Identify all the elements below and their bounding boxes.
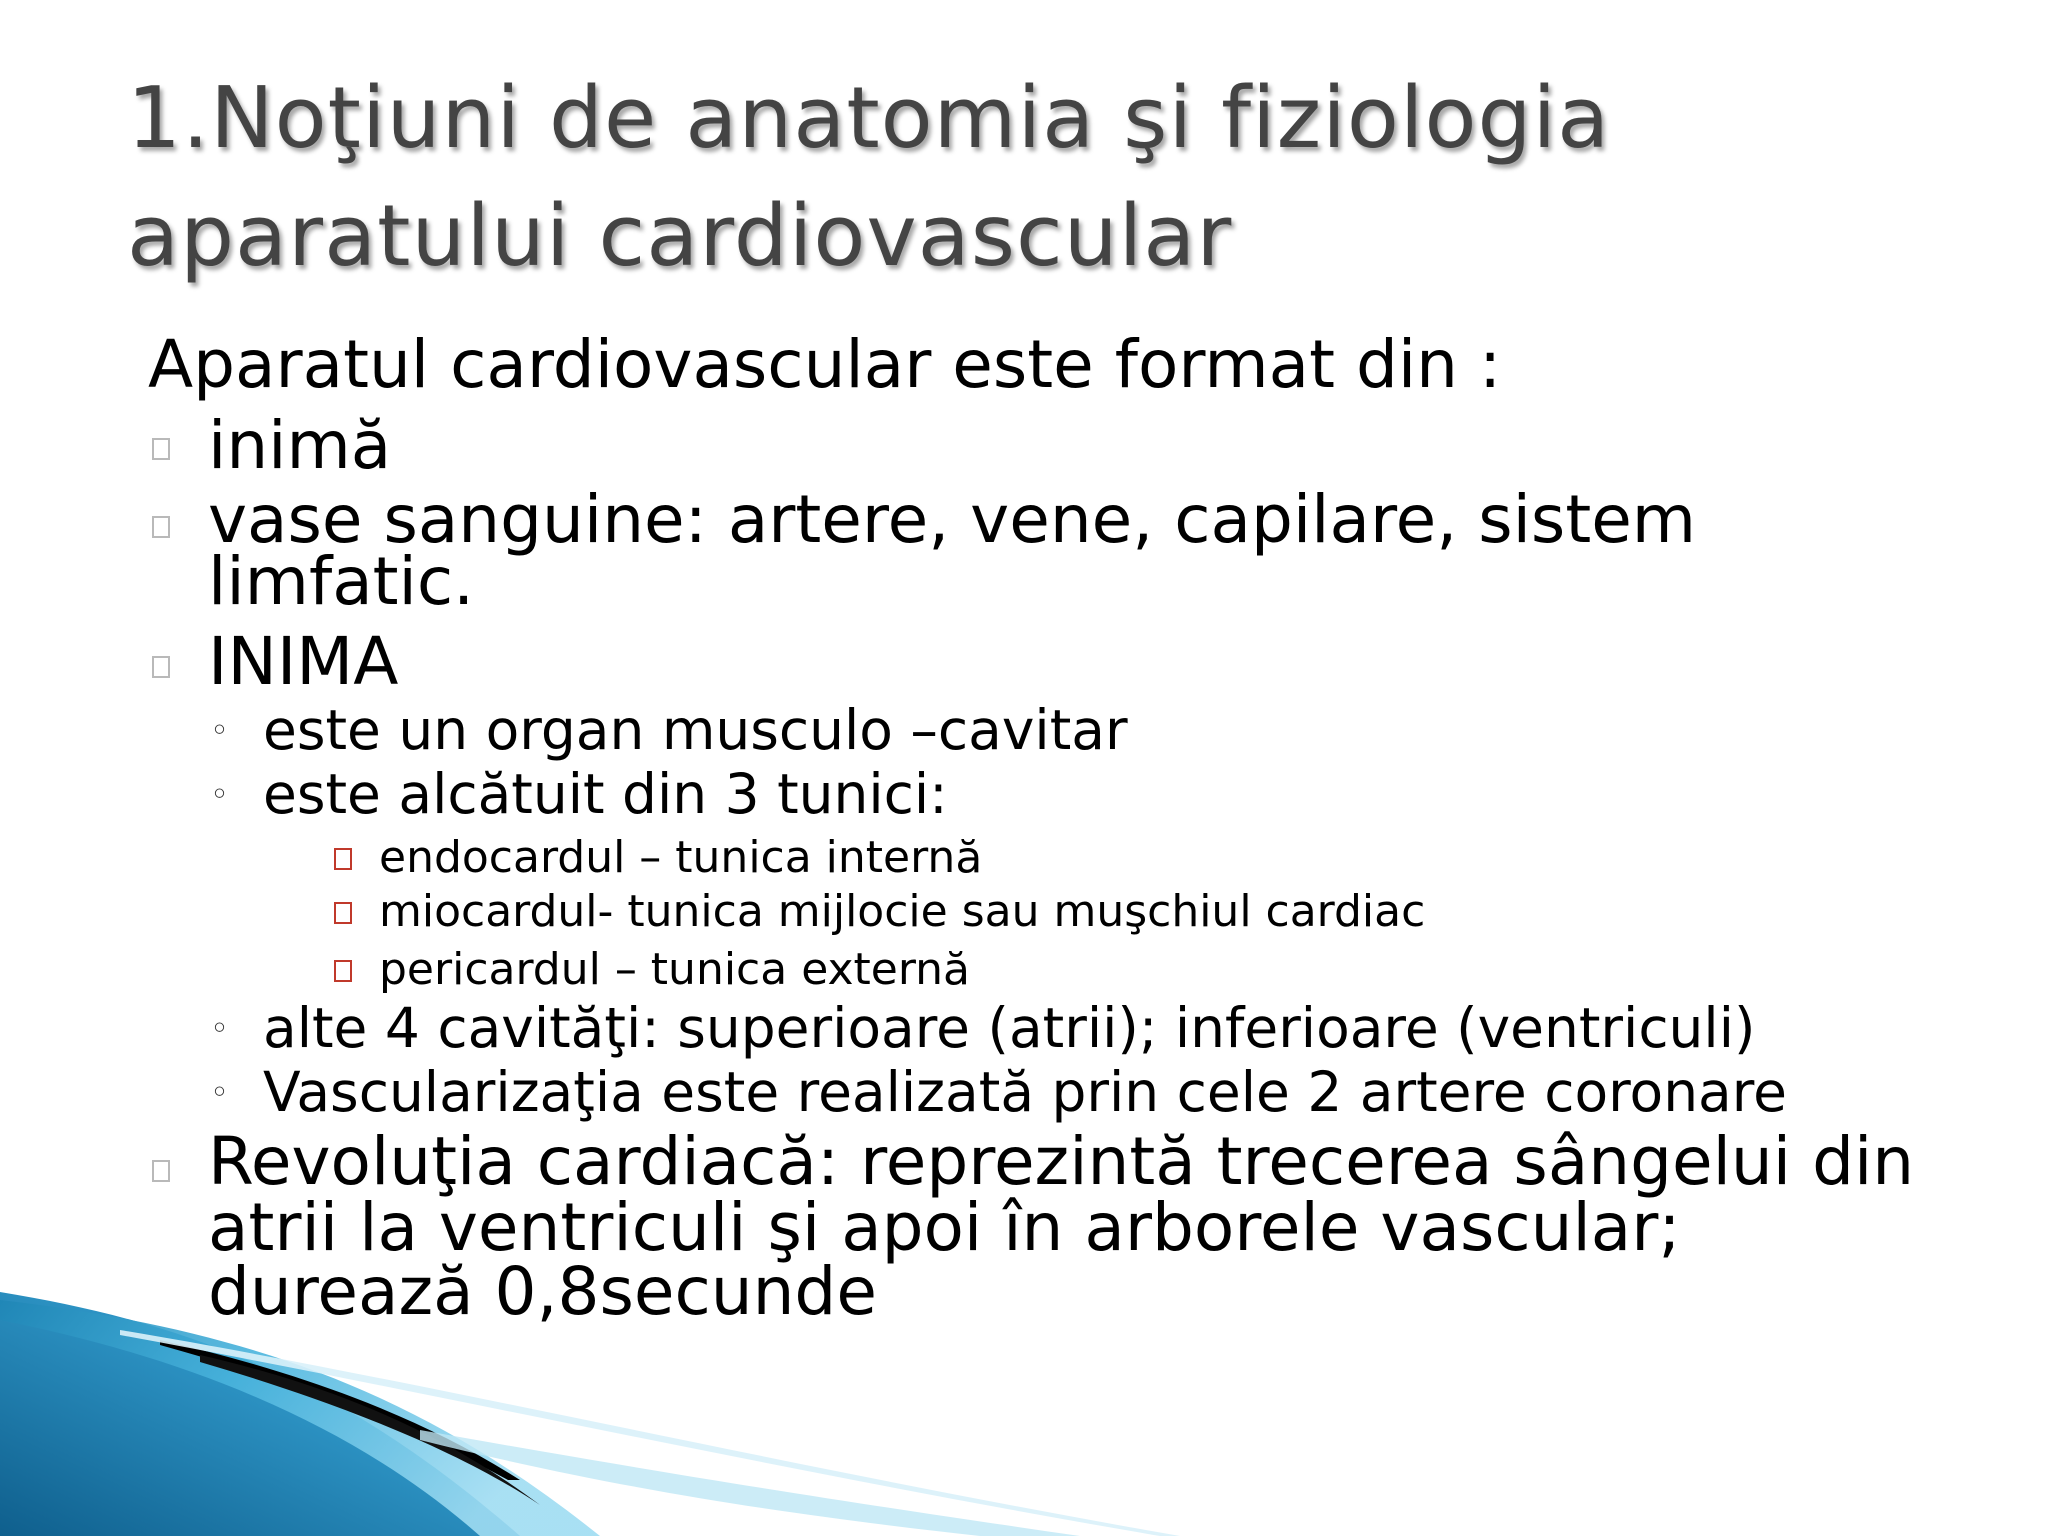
sub-sub-list-item-text: miocardul- tunica mijlocie sau muşchiul cardiac [379,886,1426,937]
list-item-text: INIMA [208,623,399,700]
sub-list-item-text: alte 4 cavităţi: superioare (atrii); inferioare (ventriculi) [263,996,1756,1060]
sub-sub-list-item-text: pericardul – tunica externă [379,944,971,995]
square-bullet-icon [334,960,352,982]
circle-bullet-icon: ◦ [210,775,229,813]
sub-sub-list-item-text: endocardul – tunica internă [379,832,983,883]
list-item-text: atrii la ventriculi şi apoi în arborele vascular; [208,1189,1681,1266]
sub-list-item-text: este alcătuit din 3 tunici: [263,762,948,826]
list-item-text: limfatic. [208,543,475,620]
square-bullet-icon [152,516,170,538]
list-item-text: durează 0,8secunde [208,1253,877,1330]
title-line-2: aparatului cardiovascular [127,187,1233,286]
square-bullet-icon [152,438,170,460]
square-bullet-icon [152,1160,170,1182]
title-line-1: 1.Noţiuni de anatomia şi fiziologia [127,69,1611,168]
circle-bullet-icon: ◦ [210,1009,229,1047]
sub-list-item-text: Vascularizaţia este realizată prin cele 2 artere coronare [263,1060,1787,1124]
lead-text: Aparatul cardiovascular este format din : [148,326,1502,403]
list-item-text: vase sanguine: artere, vene, capilare, sistem [208,481,1697,558]
circle-bullet-icon: ◦ [210,1073,229,1111]
square-bullet-icon [334,848,352,870]
list-item-text: Revoluţia cardiacă: reprezintă trecerea sângelui din [208,1123,1915,1200]
square-bullet-icon [152,656,170,678]
circle-bullet-icon: ◦ [210,711,229,749]
square-bullet-icon [334,902,352,924]
sub-list-item-text: este un organ musculo –cavitar [263,698,1128,762]
list-item-text: inimă [208,407,392,484]
